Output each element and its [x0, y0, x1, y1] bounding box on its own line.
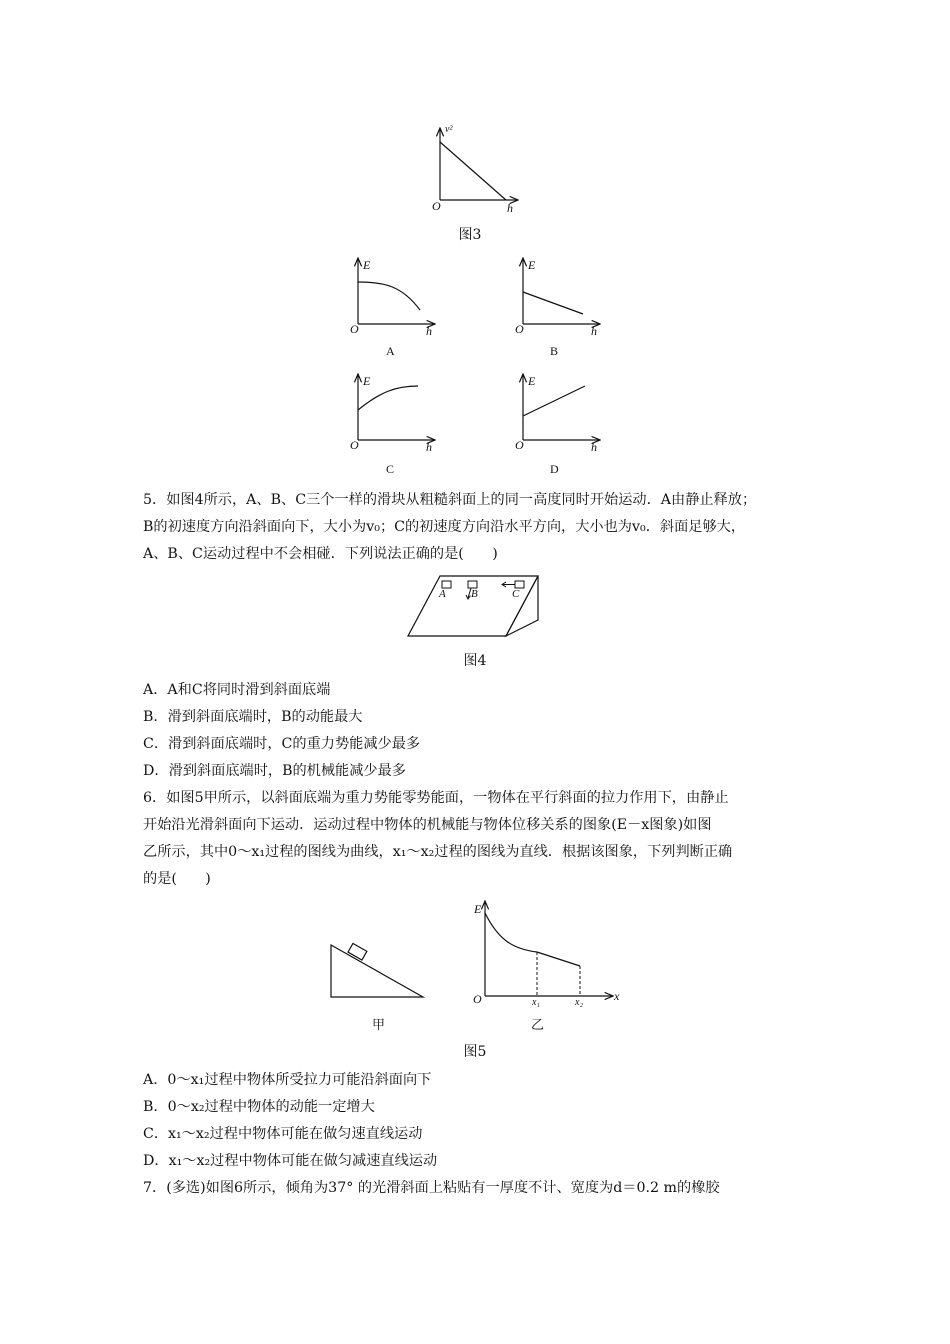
fig4-label-a: A [439, 588, 446, 600]
graph-c-label: C [386, 462, 395, 476]
q5-line-2: B的初速度方向沿斜面向下，大小为v₀；C的初速度方向沿水平方向，大小也为v₀．斜面足够大， [143, 519, 746, 535]
graph-a-label: A [386, 344, 395, 358]
graph-d-y-label: E [528, 374, 536, 388]
fig5-incline [325, 935, 430, 1000]
q6-option-d: D．x₁～x₂过程中物体可能在做匀减速直线运动 [143, 1153, 438, 1169]
curve-a [358, 282, 420, 310]
line-d [523, 386, 585, 416]
q6-option-c: C．x₁～x₂过程中物体可能在做匀速直线运动 [143, 1126, 423, 1142]
fig4-caption: 图4 [463, 653, 487, 669]
graph-a-y-label: E [363, 258, 371, 272]
q5-option-a: A．A和C将同时滑到斜面底端 [143, 682, 331, 698]
fig3-origin: O [432, 199, 441, 213]
fig5-graph [470, 895, 620, 1005]
fig5-sub-a: 甲 [372, 1018, 386, 1033]
fig3-x-label: h [507, 201, 513, 215]
graph-a [340, 252, 440, 332]
e-curve [485, 913, 537, 952]
fig5-x-label: x [614, 989, 620, 1003]
graph-d-origin: O [515, 438, 524, 452]
q6-line-1: 6．如图5甲所示，以斜面底端为重力势能零势能面，一物体在平行斜面的拉力作用下，由静止 [143, 790, 729, 806]
graph-b-y-label: E [528, 258, 536, 272]
graph-c-x-label: h [426, 440, 432, 454]
e-line [537, 952, 580, 966]
graph-b-origin: O [515, 322, 524, 336]
graph-a-x-label: h [426, 324, 432, 338]
graph-d [505, 368, 605, 448]
fig4-label-b: B [471, 588, 478, 600]
q7-line-1: 7．(多选)如图6所示，倾角为37° 的光滑斜面上粘贴有一厚度不计、宽度为d＝0.2 m的橡胶 [143, 1180, 720, 1196]
curve-c [358, 386, 418, 410]
graph-c-y-label: E [363, 374, 371, 388]
fig5-origin: O [473, 992, 482, 1006]
fig4-label-c: C [512, 588, 520, 600]
graph-b [505, 252, 605, 332]
graph-c [340, 368, 440, 448]
graph-c-origin: O [350, 438, 359, 452]
graph-a-origin: O [350, 322, 359, 336]
graph-d-label: D [550, 462, 559, 476]
fig5-caption: 图5 [463, 1044, 487, 1060]
q6-line-4: 的是( ) [143, 871, 211, 887]
fig5-sub-b: 乙 [531, 1018, 545, 1033]
fig3-y-label: v² [445, 124, 453, 135]
q5-line-3: A、B、C运动过程中不会相碰．下列说法正确的是( ) [143, 546, 498, 562]
q5-line-1: 5．如图4所示，A、B、C三个一样的滑块从粗糙斜面上的同一高度同时开始运动．A由静止释放； [143, 492, 757, 508]
fig5-y-label: E [474, 902, 482, 916]
v2-h-line [440, 142, 506, 200]
graph-b-x-label: h [591, 324, 597, 338]
q5-option-b: B．滑到斜面底端时，B的动能最大 [143, 709, 363, 725]
fig5-x1: x₁ [532, 997, 540, 1008]
fig5-x2: x₂ [575, 997, 583, 1008]
fig3-caption: 图3 [458, 227, 482, 243]
graph-b-label: B [550, 344, 559, 358]
line-b [523, 292, 583, 314]
q5-option-d: D．滑到斜面底端时，B的机械能减少最多 [143, 763, 406, 779]
q6-line-3: 乙所示，其中0～x₁过程的图线为曲线，x₁～x₂过程的图线为直线．根据该图象，下列判断正确 [143, 844, 733, 860]
q6-option-a: A．0～x₁过程中物体所受拉力可能沿斜面向下 [143, 1072, 432, 1088]
q6-line-2: 开始沿光滑斜面向下运动．运动过程中物体的机械能与物体位移关系的图象(E－x图象)如图 [143, 817, 712, 833]
q5-option-c: C．滑到斜面底端时，C的重力势能减少最多 [143, 736, 421, 752]
fig4-incline [400, 570, 550, 642]
q6-option-b: B．0～x₂过程中物体的动能一定增大 [143, 1099, 375, 1115]
graph-d-x-label: h [591, 440, 597, 454]
